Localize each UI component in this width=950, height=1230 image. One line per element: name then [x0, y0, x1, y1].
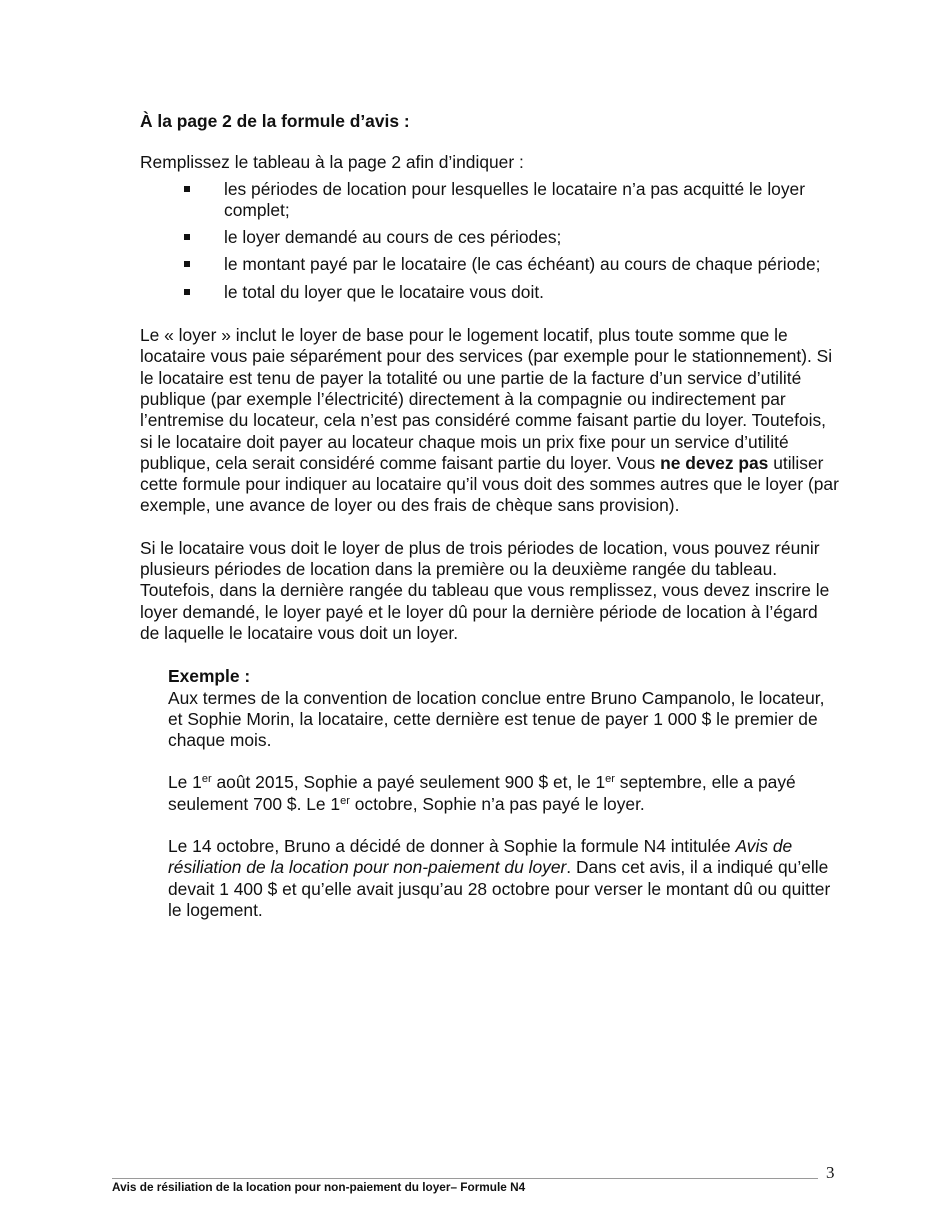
- footer-title: Avis de résiliation de la location pour non-paiement du loyer– Formule N4: [112, 1180, 526, 1194]
- example-paragraph-2: Le 1er août 2015, Sophie a payé seulement 900 $ et, le 1er septembre, elle a payé seulement 700 $. Le 1er octobre, Sophie n’a pas payé le loyer.: [168, 772, 796, 814]
- multiple-periods-paragraph: Si le locataire vous doit le loyer de plus de trois périodes de location, vous pouvez réunir plusieurs périodes de location dans la première ou la deuxième rangée du tableau. Toutefois, dans la dernière rangée du tableau que vous remplissez, vous devez inscrire le loyer demandé, le loyer payé et le loyer dû pour la dernière période de location à l’égard de laquelle le locataire vous doit un loyer.: [140, 537, 830, 643]
- square-bullet-icon: [184, 261, 190, 267]
- square-bullet-icon: [184, 234, 190, 240]
- list-item: le montant payé par le locataire (le cas échéant) au cours de chaque période;: [140, 254, 840, 275]
- form-title-italic: Avis de résiliation de la location pour non-paiement du loyer: [168, 836, 793, 878]
- example-block: [168, 666, 840, 921]
- intro-text: Remplissez le tableau à la page 2 afin d’indiquer :: [140, 152, 524, 173]
- square-bullet-icon: [184, 289, 190, 295]
- example-paragraph-1: Aux termes de la convention de location conclue entre Bruno Campanolo, le locateur, et Sophie Morin, la locataire, cette dernière est tenue de payer 1 000 $ le premier de chaque mois.: [168, 687, 825, 751]
- example-title: Exemple :: [168, 666, 251, 687]
- bullet-list: [140, 179, 840, 303]
- list-item: les périodes de location pour lesquelles le locataire n’a pas acquitté le loyer complet;: [140, 179, 840, 222]
- list-item: le total du loyer que le locataire vous doit.: [140, 282, 840, 303]
- emphasis-ne-devez-pas: ne devez pas: [660, 452, 769, 473]
- page-number: 3: [826, 1163, 835, 1182]
- section-heading: À la page 2 de la formule d’avis :: [140, 111, 410, 131]
- page-content: [140, 111, 840, 942]
- footer-divider: [112, 1178, 818, 1179]
- example-paragraph-3: Le 14 octobre, Bruno a décidé de donner à Sophie la formule N4 intitulée Avis de résiliation de la location pour non-paiement du loyer. Dans cet avis, il a indiqué qu’elle devait 1 400 $ et qu’elle avait jusqu’au 28 octobre pour verser le montant dû ou quitter le logement.: [168, 836, 831, 920]
- list-item: le loyer demandé au cours de ces périodes;: [140, 227, 840, 248]
- square-bullet-icon: [184, 186, 190, 192]
- loyer-definition-paragraph: Le « loyer » inclut le loyer de base pour le logement locatif, plus toute somme que le locataire vous paie séparément pour des services (par exemple pour le stationnement). Si le locataire est tenu de payer la totalité ou une partie de la facture d’un service d’utilité publique (par exemple l’électricité) directement à la compagnie ou indirectement par l’entremise du locateur, cela n’est pas considéré comme faisant partie du loyer. Toutefois, si le locataire doit payer au locateur chaque mois un prix fixe pour un service d’utilité publique, cela serait considéré comme faisant partie du loyer. Vous ne devez pas utiliser cette formule pour indiquer au locataire qu’il vous doit des sommes autres que le loyer (par exemple, une avance de loyer ou des frais de chèque sans provision).: [140, 325, 839, 516]
